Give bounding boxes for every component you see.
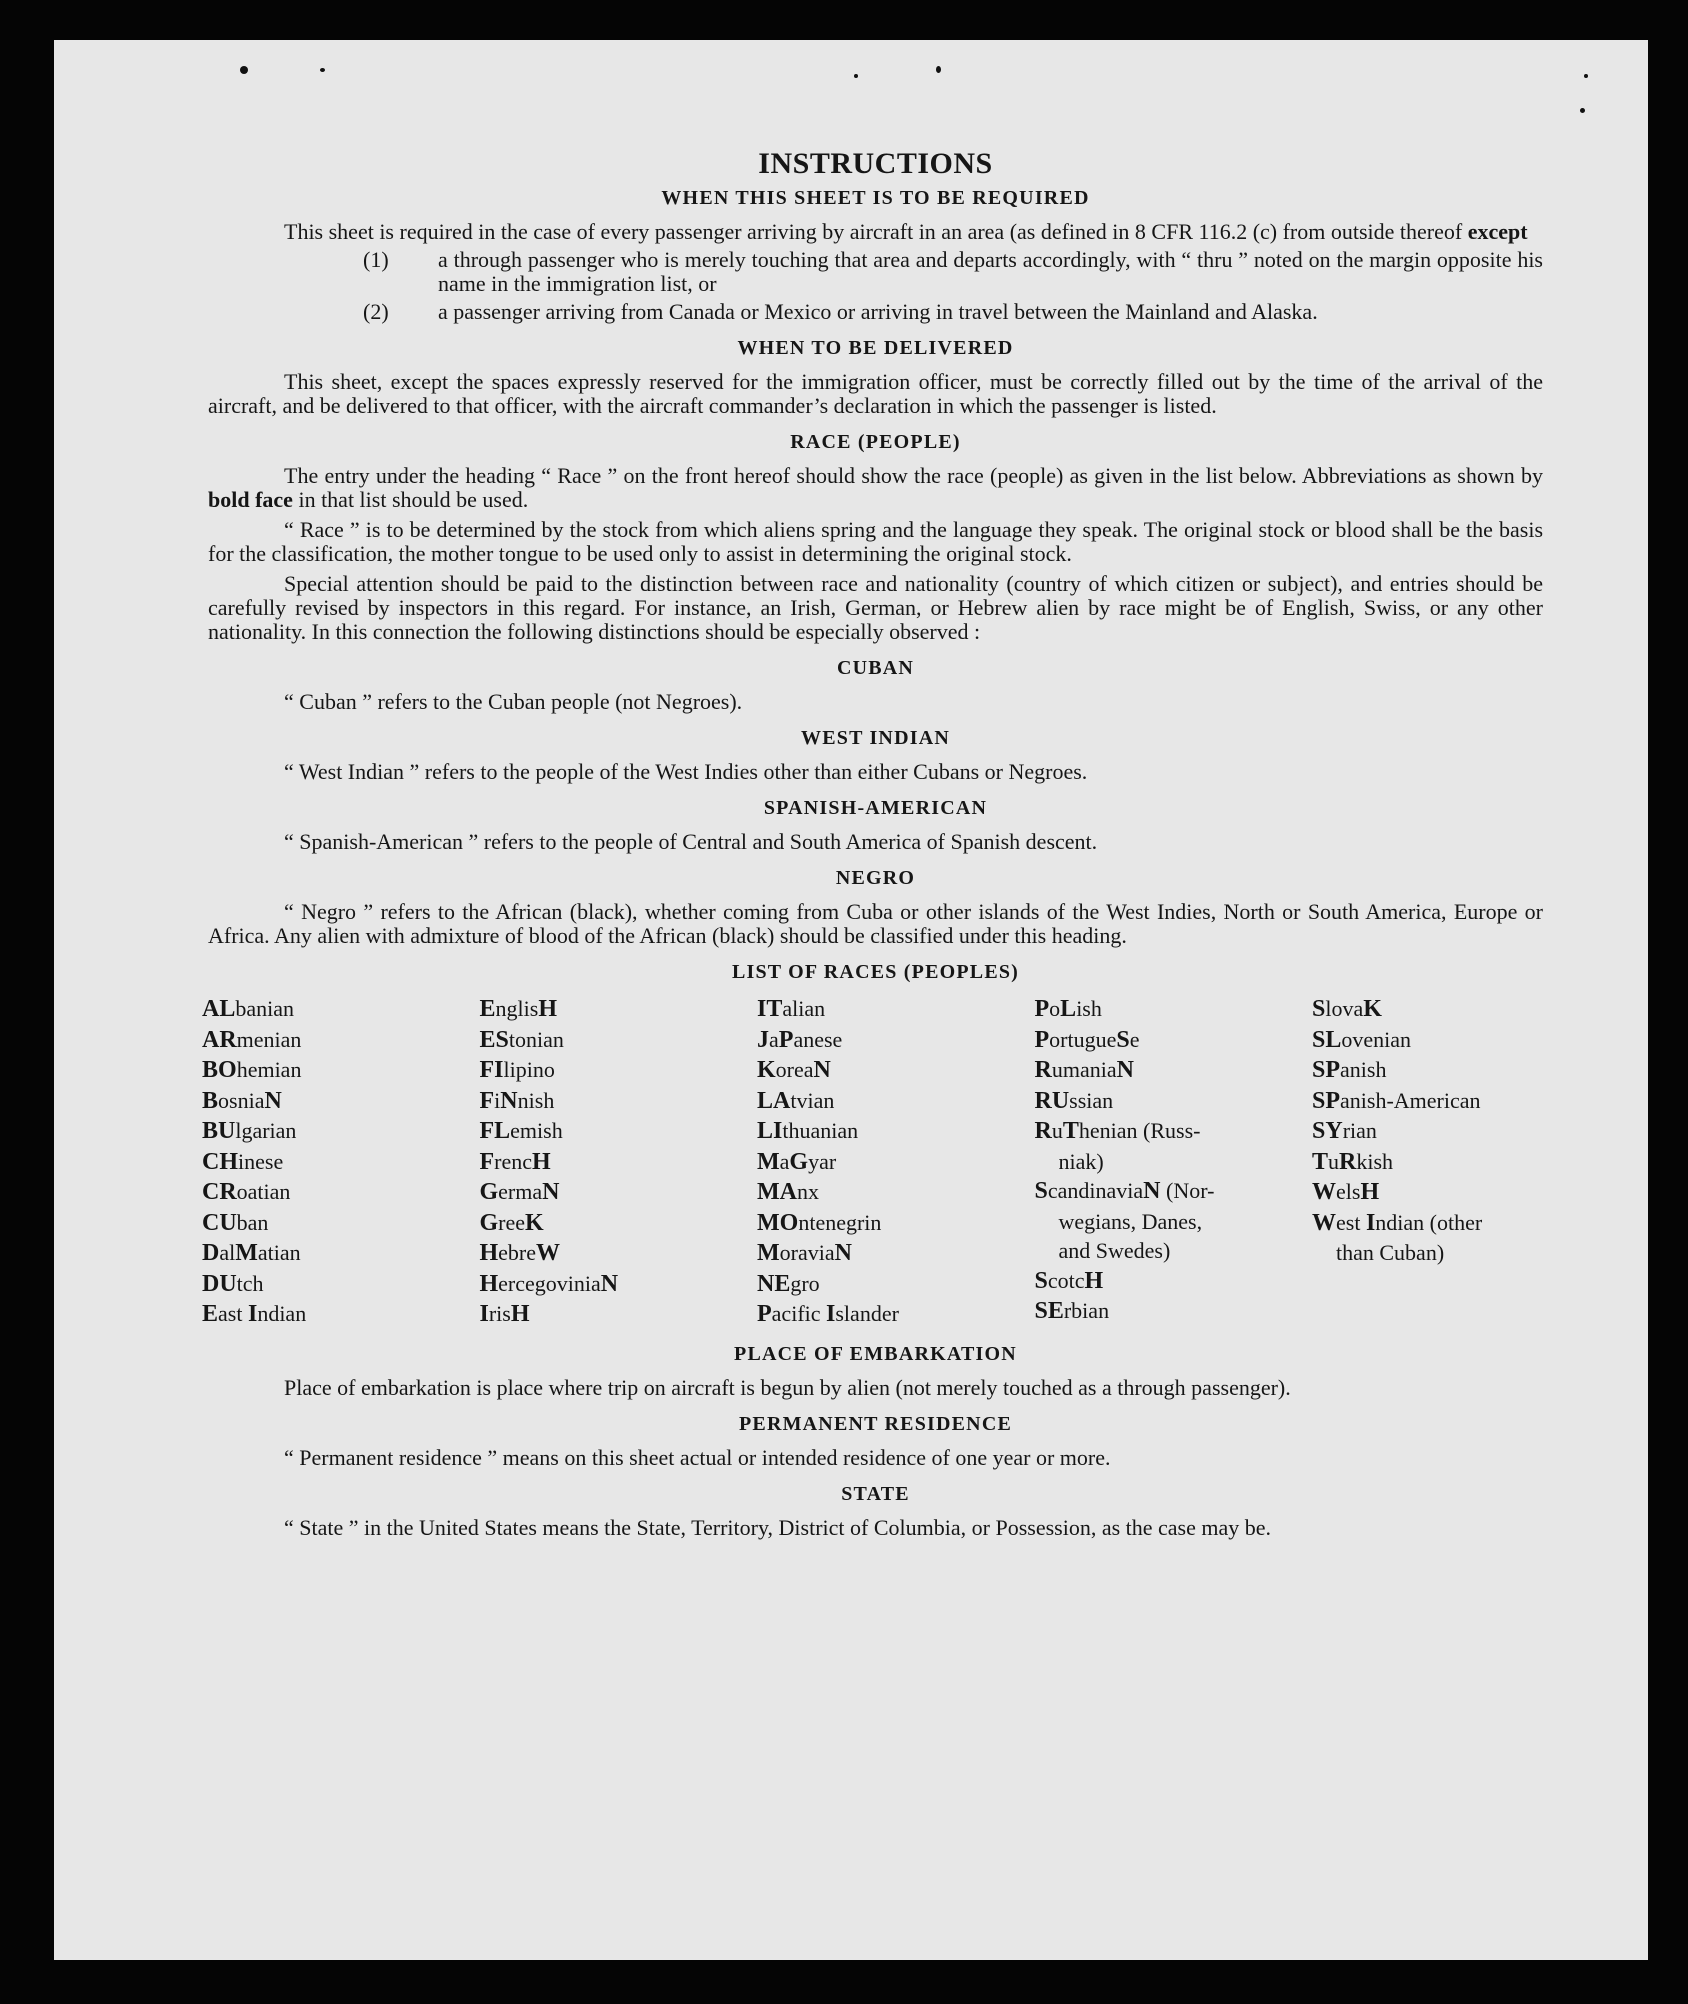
race-entry: wegians, Danes, (1058, 1208, 1203, 1234)
race-entry: West Indian (other (1312, 1209, 1483, 1236)
race-entry: GreeK (479, 1209, 544, 1236)
race-entry: SPanish (1312, 1057, 1387, 1083)
section-heading: PLACE OF EMBARKATION (734, 1342, 1017, 1365)
race-entry: JaPanese (757, 1026, 843, 1053)
paragraph: “ West Indian ” refers to the people of the West Indies other than either Cubans or Negroes. (284, 759, 1088, 784)
race-entry: ScandinaviaN (Nor- (1034, 1178, 1215, 1204)
section-heading: WHEN TO BE DELIVERED (737, 337, 1014, 359)
race-entry: FLemish (479, 1118, 563, 1144)
race-entry: MoraviaN (757, 1240, 852, 1266)
section-heading: LIST OF RACES (PEOPLES) (731, 961, 1020, 983)
section-heading: WHEN THIS SHEET IS TO BE REQUIRED (661, 187, 1090, 209)
section-heading: CUBAN (836, 657, 915, 679)
race-entry: EStonian (479, 1026, 564, 1053)
race-entry: SPanish-American (1312, 1087, 1481, 1114)
punch-mark (320, 68, 325, 72)
race-entry: LIthuanian (757, 1118, 859, 1144)
race-entry: MaGyar (757, 1148, 837, 1175)
race-entry: FiNnish (479, 1087, 555, 1114)
punch-mark (1584, 74, 1588, 78)
paragraph: “ Negro ” refers to the African (black), whether coming from Cuba or other islands of the West Indies, North or South America, Europe or Africa. Any alien with admixture of blood of the African (black) should be classified under this heading. (208, 899, 1543, 948)
race-entry: MAnx (757, 1179, 819, 1205)
paragraph: “ Cuban ” refers to the Cuban people (not Negroes). (284, 689, 743, 714)
race-entry: DUtch (202, 1270, 264, 1297)
instructions-content (202, 146, 1543, 1540)
race-entry: SLovenian (1312, 1026, 1412, 1053)
list-item: (2) a passenger arriving from Canada or Mexico or arriving in travel between the Mainland and Alaska. (363, 299, 1318, 324)
race-entry: HebreW (479, 1240, 561, 1266)
race-entry: ALbanian (202, 996, 294, 1022)
list-item: (1) a through passenger who is merely touching that area and departs accordingly, with “ thru ” noted on the margin opposite his name in the immigration list, or (363, 247, 1543, 296)
race-list (202, 994, 1542, 1330)
paragraph: This sheet is required in the case of every passenger arriving by aircraft in an area (as defined in 8 CFR 116.2 (c) from outside thereof except (284, 219, 1528, 244)
punch-mark (854, 74, 858, 78)
paragraph: “ Permanent residence ” means on this sheet actual or intended residence of one year or more. (284, 1444, 1111, 1470)
race-entry: KoreaN (757, 1057, 831, 1083)
race-entry: NEgro (757, 1270, 820, 1297)
race-entry: FrencH (479, 1148, 551, 1175)
race-column (202, 994, 467, 1330)
race-entry: BosniaN (202, 1087, 282, 1114)
paragraph: “ Race ” is to be determined by the stock from which aliens spring and the language they speak. The original stock or blood shall be the basis for the classification, the mother tongue to be used only to assist in determining the original stock. (208, 517, 1543, 566)
race-entry: BOhemian (202, 1057, 302, 1083)
section-heading: WEST INDIAN (801, 727, 950, 749)
race-entry: PortugueSe (1034, 1026, 1140, 1053)
section-heading: PERMANENT RESIDENCE (738, 1412, 1013, 1435)
section-heading: SPANISH-AMERICAN (763, 797, 988, 819)
race-entry: and Swedes) (1058, 1238, 1171, 1263)
paragraph: Place of embarkation is place where trip on aircraft is begun by alien (not merely touched as a through passenger). (284, 1374, 1291, 1400)
race-entry: CRoatian (202, 1179, 291, 1205)
race-entry: DalMatian (202, 1240, 301, 1266)
race-entry: ARmenian (202, 1026, 302, 1053)
race-column (1312, 994, 1542, 1330)
race-column (480, 994, 745, 1330)
race-entry: ScotcH (1034, 1267, 1104, 1294)
punch-mark (240, 66, 248, 74)
document-page (54, 40, 1648, 1960)
section-heading: RACE (PEOPLE) (790, 431, 961, 453)
race-entry: PoLish (1034, 996, 1102, 1022)
section-heading: NEGRO (835, 867, 916, 889)
section-heading: STATE (841, 1482, 910, 1505)
race-entry: GermaN (479, 1179, 560, 1205)
race-entry: EnglisH (479, 996, 557, 1022)
race-entry: niak) (1058, 1148, 1104, 1174)
race-entry: LAtvian (757, 1087, 835, 1114)
race-entry: WelsH (1312, 1179, 1380, 1205)
race-entry: MOntenegrin (757, 1209, 882, 1236)
paragraph: This sheet, except the spaces expressly reserved for the immigration officer, must be correctly filled out by the time of the arrival of the aircraft, and be delivered to that officer, with the aircraft commander’s declaration in which the passenger is listed. (208, 369, 1543, 418)
race-entry: TuRkish (1312, 1148, 1394, 1175)
race-entry: SYrian (1312, 1118, 1377, 1144)
paragraph: Special attention should be paid to the distinction between race and nationality (country of which citizen or subject), and entries should be carefully revised by inspectors in this regard. For instance, an Irish, German, or Hebrew alien by race might be of English, Swiss, or any other nationality. In this connection the following distinctions should be especially observed : (208, 571, 1543, 644)
race-entry: RuThenian (Russ- (1034, 1118, 1201, 1144)
race-entry: IrisH (479, 1301, 530, 1327)
page-title: INSTRUCTIONS (758, 147, 993, 180)
punch-mark (1580, 108, 1585, 113)
paragraph: “ Spanish-American ” refers to the people of Central and South America of Spanish descent. (284, 829, 1098, 854)
paragraph: “ State ” in the United States means the State, Territory, District of Columbia, or Possession, as the case may be. (284, 1514, 1272, 1540)
race-column (1035, 994, 1300, 1330)
race-entry: CUban (202, 1209, 269, 1236)
race-entry: RumaniaN (1034, 1057, 1134, 1083)
race-entry: HercegoviniaN (479, 1270, 619, 1297)
race-entry: CHinese (202, 1148, 284, 1175)
race-entry: ITalian (757, 996, 826, 1022)
race-entry: FIlipino (479, 1057, 555, 1083)
paragraph: The entry under the heading “ Race ” on the front hereof should show the race (people) as given in the list below. Abbreviations as shown by bold face in that list should be used. (208, 463, 1543, 512)
race-column (757, 994, 1022, 1330)
race-entry: SlovaK (1312, 996, 1382, 1022)
race-entry: SErbian (1034, 1298, 1110, 1324)
race-entry: BUlgarian (202, 1118, 297, 1144)
race-entry: East Indian (202, 1301, 307, 1327)
punch-mark (936, 66, 941, 73)
race-entry: than Cuban) (1336, 1240, 1445, 1265)
race-entry: RUssian (1034, 1087, 1114, 1114)
race-entry: Pacific Islander (757, 1301, 899, 1327)
